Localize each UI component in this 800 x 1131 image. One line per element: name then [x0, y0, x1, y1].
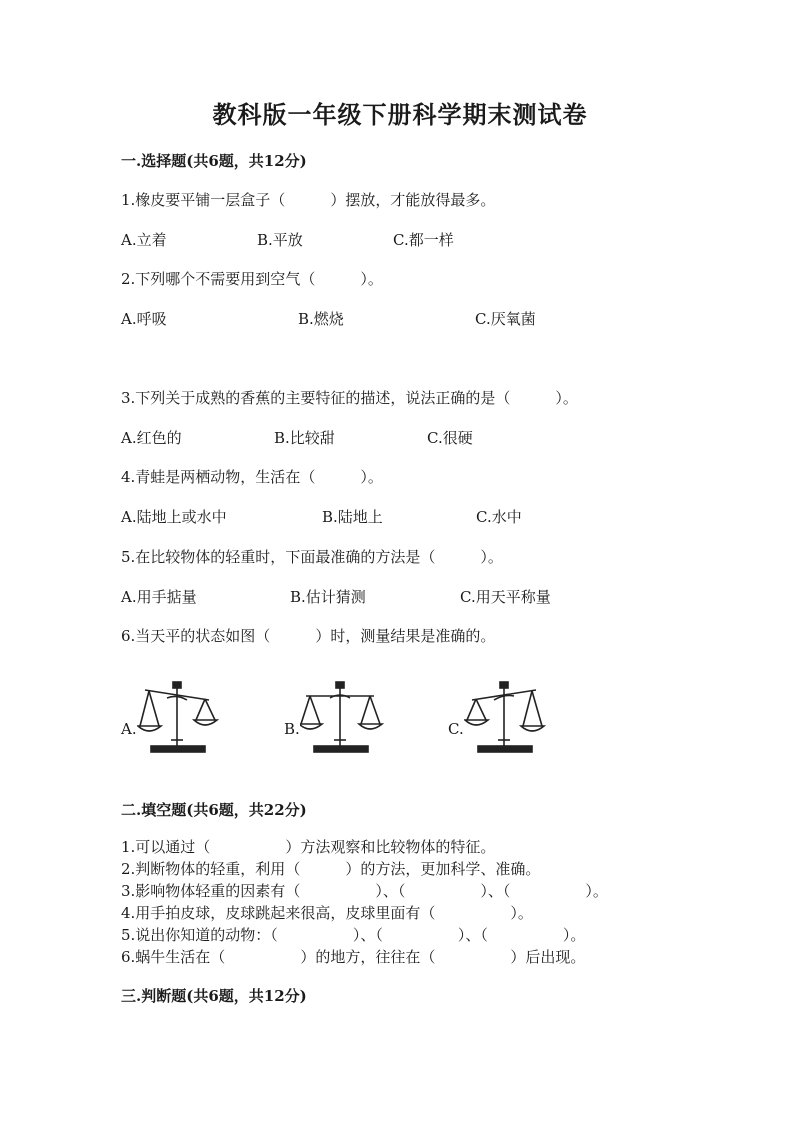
scale-option-a: [121, 680, 231, 760]
balance-scale-level-icon: [300, 680, 390, 760]
option-2a: A.呼吸: [121, 310, 167, 328]
fill-question-3: 3.影响物体轻重的因素有（ ）、（ ）、（ ）。: [121, 882, 608, 900]
option-4a: A.陆地上或水中: [121, 508, 227, 526]
option-4b: B.陆地上: [322, 508, 383, 526]
scale-option-c: [448, 680, 558, 760]
question-3: 3.下列关于成熟的香蕉的主要特征的描述，说法正确的是（ ）。: [121, 389, 578, 407]
option-1a: A.立着: [121, 231, 167, 249]
option-6a: A.: [121, 720, 137, 738]
section-heading-judge: 三.判断题(共6题，共12分): [121, 987, 307, 1005]
fill-question-2: 2.判断物体的轻重，利用（ ）的方法，更加科学、准确。: [121, 860, 541, 878]
option-6b: B.: [284, 720, 300, 738]
option-5a: A.用手掂量: [121, 588, 197, 606]
section-heading-choice: 一.选择题(共6题，共12分): [121, 152, 307, 170]
option-1c: C.都一样: [393, 231, 454, 249]
page-title: 教科版一年级下册科学期末测试卷: [212, 100, 588, 129]
option-3b: B.比较甜: [274, 429, 335, 447]
fill-question-1: 1.可以通过（ ）方法观察和比较物体的特征。: [121, 838, 496, 856]
fill-question-5: 5.说出你知道的动物：（ ）、（ ）、（ ）。: [121, 926, 586, 944]
option-2c: C.厌氧菌: [475, 310, 536, 328]
question-2: 2.下列哪个不需要用到空气（ ）。: [121, 270, 383, 288]
option-6c: C.: [448, 720, 464, 738]
question-1: 1.橡皮要平铺一层盒子（ ）摆放，才能放得最多。: [121, 191, 496, 209]
option-3a: A.红色的: [121, 429, 182, 447]
option-4c: C.水中: [476, 508, 522, 526]
question-5: 5.在比较物体的轻重时，下面最准确的方法是（ ）。: [121, 548, 503, 566]
option-3c: C.很硬: [427, 429, 473, 447]
question-4: 4.青蛙是两栖动物，生活在（ ）。: [121, 468, 383, 486]
option-1b: B.平放: [257, 231, 303, 249]
balance-scale-tilted-right-icon: [464, 680, 554, 760]
balance-scale-tilted-left-icon: [137, 680, 227, 760]
question-6: 6.当天平的状态如图（ ）时，测量结果是准确的。: [121, 627, 496, 645]
scale-option-b: [284, 680, 394, 760]
section-heading-fill: 二.填空题(共6题，共22分): [121, 801, 307, 819]
option-5c: C.用天平称量: [460, 588, 551, 606]
fill-question-4: 4.用手拍皮球，皮球跳起来很高，皮球里面有（ ）。: [121, 904, 533, 922]
fill-question-6: 6.蜗牛生活在（ ）的地方，往往在（ ）后出现。: [121, 948, 586, 966]
option-5b: B.估计猜测: [290, 588, 366, 606]
option-2b: B.燃烧: [298, 310, 344, 328]
